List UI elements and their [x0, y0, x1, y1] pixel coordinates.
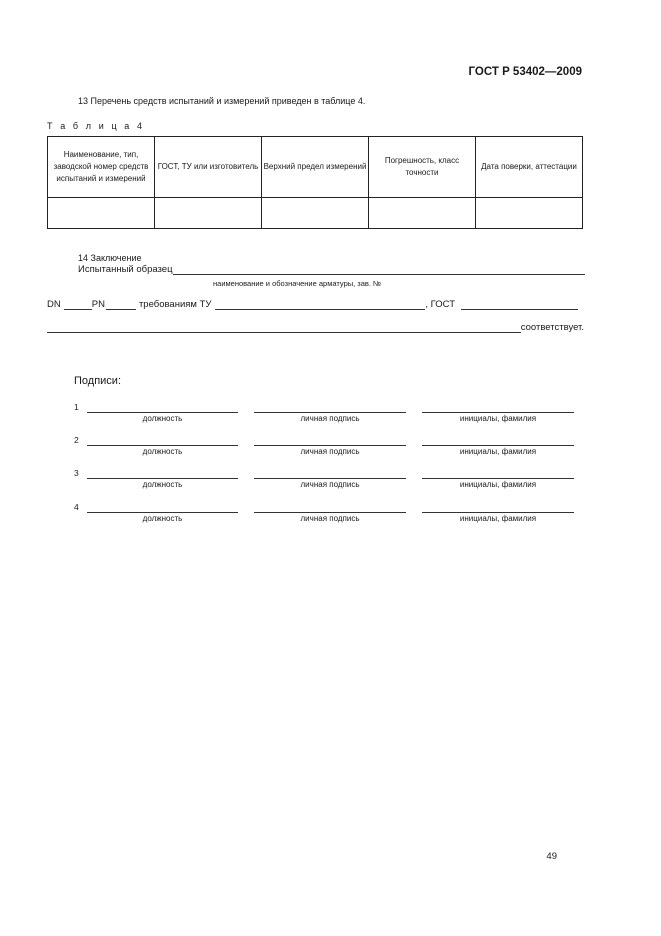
conforms-text: соответствует.: [520, 322, 584, 333]
pn-label: PN: [91, 299, 105, 310]
position-line: [87, 445, 238, 446]
signature-line: [254, 412, 406, 413]
position-line: [87, 478, 238, 479]
table-cell: [476, 198, 583, 229]
position-label: должность: [142, 514, 183, 523]
gost-blank: [461, 299, 578, 310]
signature-label: личная подпись: [300, 447, 360, 456]
dn-blank: [64, 299, 92, 310]
column-header: Погрешность, класс точности: [369, 137, 476, 198]
signature-row: [74, 502, 584, 528]
signature-label: личная подпись: [300, 514, 360, 523]
column-header: Верхний предел измерений: [262, 137, 369, 198]
name-line: [422, 412, 574, 413]
signature-number: 4: [74, 502, 79, 512]
name-label: инициалы, фамилия: [459, 447, 537, 456]
signature-number: 1: [74, 402, 79, 412]
dn-label: DN: [47, 299, 61, 310]
name-label: инициалы, фамилия: [459, 414, 537, 423]
ty-blank: [215, 299, 425, 310]
signature-label: личная подпись: [300, 480, 360, 489]
column-header: Наименование, тип, заводской номер средств испытаний и измерений: [48, 137, 155, 198]
specimen-label: Испытанный образец: [78, 264, 173, 275]
signature-number: 3: [74, 468, 79, 478]
table-header-row: [48, 137, 583, 198]
item-14-title: 14 Заключение: [78, 253, 142, 263]
table-row: [48, 198, 583, 229]
position-label: должность: [142, 447, 183, 456]
signatures-title: Подписи:: [74, 375, 122, 387]
signature-line: [254, 445, 406, 446]
conclusion-blank: [47, 322, 521, 333]
column-header: Дата поверки, аттестации: [476, 137, 583, 198]
dn-pn-row: [47, 299, 578, 310]
table-cell: [155, 198, 262, 229]
name-line: [422, 478, 574, 479]
signature-line: [254, 512, 406, 513]
table-caption: Т а б л и ц а 4: [47, 121, 145, 131]
gost-label: , ГОСТ: [425, 299, 456, 310]
table-cell: [48, 198, 155, 229]
name-label: инициалы, фамилия: [459, 480, 537, 489]
signature-row: [74, 468, 584, 494]
name-line: [422, 512, 574, 513]
position-label: должность: [142, 480, 183, 489]
signature-line: [254, 478, 406, 479]
page-number: 49: [546, 851, 557, 862]
position-line: [87, 512, 238, 513]
signature-number: 2: [74, 435, 79, 445]
signature-label: личная подпись: [300, 414, 360, 423]
item-13-text: 13 Перечень средств испытаний и измерений приведен в таблице 4.: [78, 96, 366, 106]
document-header: ГОСТ Р 53402—2009: [468, 66, 582, 78]
specimen-blank: [173, 264, 585, 275]
pn-blank: [106, 299, 136, 310]
name-label: инициалы, фамилия: [459, 514, 537, 523]
specimen-row: [78, 264, 585, 275]
signature-row: [74, 435, 584, 461]
table-cell: [262, 198, 369, 229]
name-line: [422, 445, 574, 446]
table-cell: [369, 198, 476, 229]
ty-label: требованиям ТУ: [138, 299, 212, 310]
position-label: должность: [142, 414, 183, 423]
signature-row: [74, 402, 584, 428]
conclusion-row: [47, 322, 584, 333]
specimen-hint: наименование и обозначение арматуры, зав. №: [213, 279, 382, 288]
position-line: [87, 412, 238, 413]
column-header: ГОСТ, ТУ или изготовитель: [155, 137, 262, 198]
table-4: [47, 136, 583, 229]
